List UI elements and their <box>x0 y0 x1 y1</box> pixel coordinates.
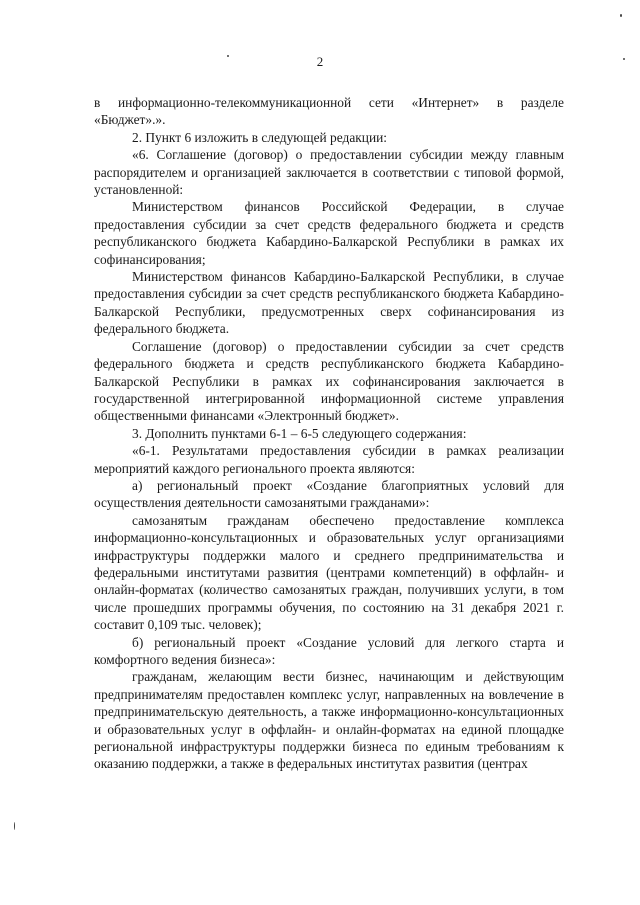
paragraph-clause-6-1: «6-1. Результатами предоставления субсидии в рамках реализации мероприятий каждого регионального проекта являются: <box>94 443 564 476</box>
paragraph-citizens: гражданам, желающим вести бизнес, начинающим и действующим предпринимателям предоставлен комплекс услуг, направленных на вовлечение в предпринимательскую деятельность, а также информационно-консультационных и образовательных услуг в оффлайн- и онлайн-форматах на единой площадке региональной инфраструктуры поддержки бизнеса по единым требованиям к оказанию поддержки, а также в федеральных институтах развития (центрах <box>94 669 564 772</box>
scan-speck <box>620 14 622 17</box>
paragraph-self-employed: самозанятым гражданам обеспечено предоставление комплекса информационно-консультационных и образовательных услуг организациями инфраструктуры поддержки малого и среднего предпринимательства и федеральными институтами развития (центрами компетенций) в оффлайн- и онлайн-форматах (количество самозанятых граждан, получивших услуги, в том числе прошедших программы обучения, по состоянию на 31 декабря 2021 г. составит 0,109 тыс. человек); <box>94 512 564 633</box>
paragraph-project-b: б) региональный проект «Создание условий для легкого старта и комфортного ведения бизнеса»: <box>94 634 564 667</box>
paragraph-clause-6: «6. Соглашение (договор) о предоставлении субсидии между главным распорядителем и организацией заключается в соответствии с типовой формой, установленной: <box>94 147 564 198</box>
paragraph-continuation: в информационно-телекоммуникационной сети «Интернет» в разделе «Бюджет».». <box>94 95 564 128</box>
paragraph-agreement: Соглашение (договор) о предоставлении субсидии за счет средств федерального бюджета и средств республиканского бюджета Кабардино-Балкарской Республики в рамках их софинансирования заключается в государственной интегрированной информационной системе управления общественными финансами «Электронный бюджет». <box>94 338 564 424</box>
paragraph-ministry-kbr: Министерством финансов Кабардино-Балкарской Республики, в случае предоставления субсидии за счет средств республиканского бюджета Кабардино-Балкарской Республики, предусмотренных сверх софинансирования из федерального бюджета. <box>94 269 564 337</box>
scan-speck <box>227 55 229 57</box>
document-body <box>94 94 564 773</box>
paragraph-item-2: 2. Пункт 6 изложить в следующей редакции: <box>132 129 388 145</box>
scan-speck <box>623 58 625 60</box>
scan-speck <box>14 822 15 830</box>
paragraph-ministry-rf: Министерством финансов Российской Федерации, в случае предоставления субсидии за счет средств федерального бюджета и средств республиканского бюджета Кабардино-Балкарской Республики в рамках их софинансирования; <box>94 199 564 267</box>
paragraph-project-a: а) региональный проект «Создание благоприятных условий для осуществления деятельности самозанятыми гражданами»: <box>94 477 564 511</box>
page-number: 2 <box>316 54 324 69</box>
paragraph-item-3: 3. Дополнить пунктами 6-1 – 6-5 следующего содержания: <box>132 425 467 441</box>
